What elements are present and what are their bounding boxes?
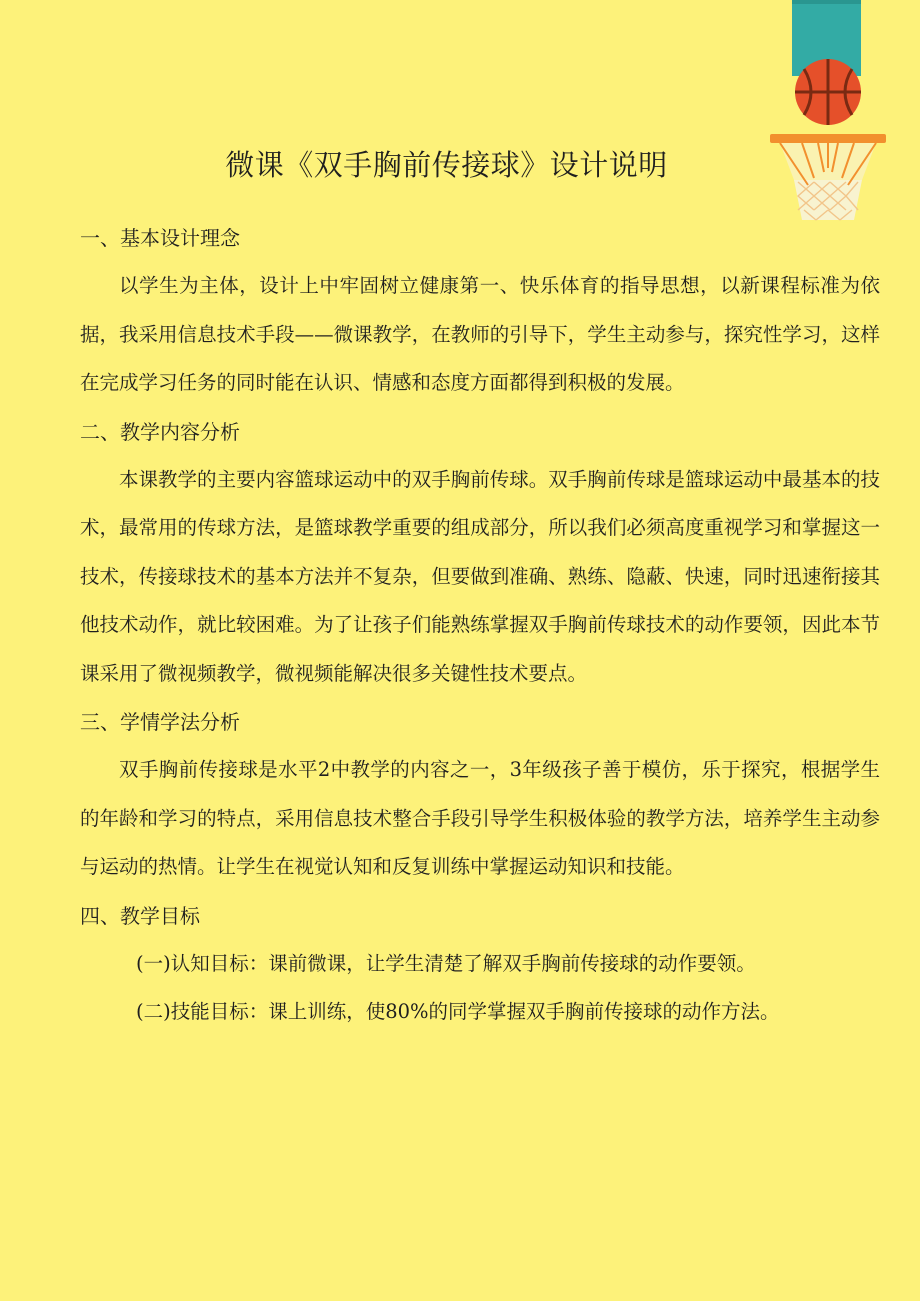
document-title: 微课《双手胸前传接球》设计说明 (225, 148, 668, 182)
goal-item-cognitive: (一)认知目标：课前微课，让学生清楚了解双手胸前传接球的动作要领。 (136, 951, 756, 975)
document-body (80, 214, 880, 1036)
section-paragraph-content-analysis: 本课教学的主要内容篮球运动中的双手胸前传球。双手胸前传球是篮球运动中最基本的技术，最常用的传球方法，是篮球教学重要的组成部分，所以我们必须高度重视学习和掌握这一技术，传接球技术的基本方法并不复杂，但要做到准确、熟练、隐蔽、快速，同时迅速衔接其他技术动作，就比较困难。为了让孩子们能熟练掌握双手胸前传球技术的动作要领，因此本节课采用了微视频教学，微视频能解决很多关键性技术要点。 (80, 467, 880, 685)
goal-item-skill: (二)技能目标：课上训练，使80%的同学掌握双手胸前传接球的动作方法。 (136, 999, 780, 1023)
section-paragraph-learning-analysis: 双手胸前传接球是水平2中教学的内容之一，3年级孩子善于模仿，乐于探究，根据学生的年龄和学习的特点，采用信息技术整合手段引导学生积极体验的教学方法，培养学生主动参与运动的热情。让学生在视觉认知和反复训练中掌握运动知识和技能。 (80, 758, 880, 878)
section-heading-design-concept: 一、基本设计理念 (80, 226, 240, 250)
section-paragraph-design-concept: 以学生为主体，设计上中牢固树立健康第一、快乐体育的指导思想，以新课程标准为依据，我采用信息技术手段——微课教学，在教师的引导下，学生主动参与，探究性学习，这样在完成学习任务的同时能在认识、情感和态度方面都得到积极的发展。 (80, 274, 880, 394)
basketball-hoop-icon (768, 0, 890, 226)
section-heading-learning-analysis: 三、学情学法分析 (80, 710, 240, 734)
section-heading-teaching-goals: 四、教学目标 (80, 903, 200, 928)
section-heading-content-analysis: 二、教学内容分析 (80, 419, 240, 444)
